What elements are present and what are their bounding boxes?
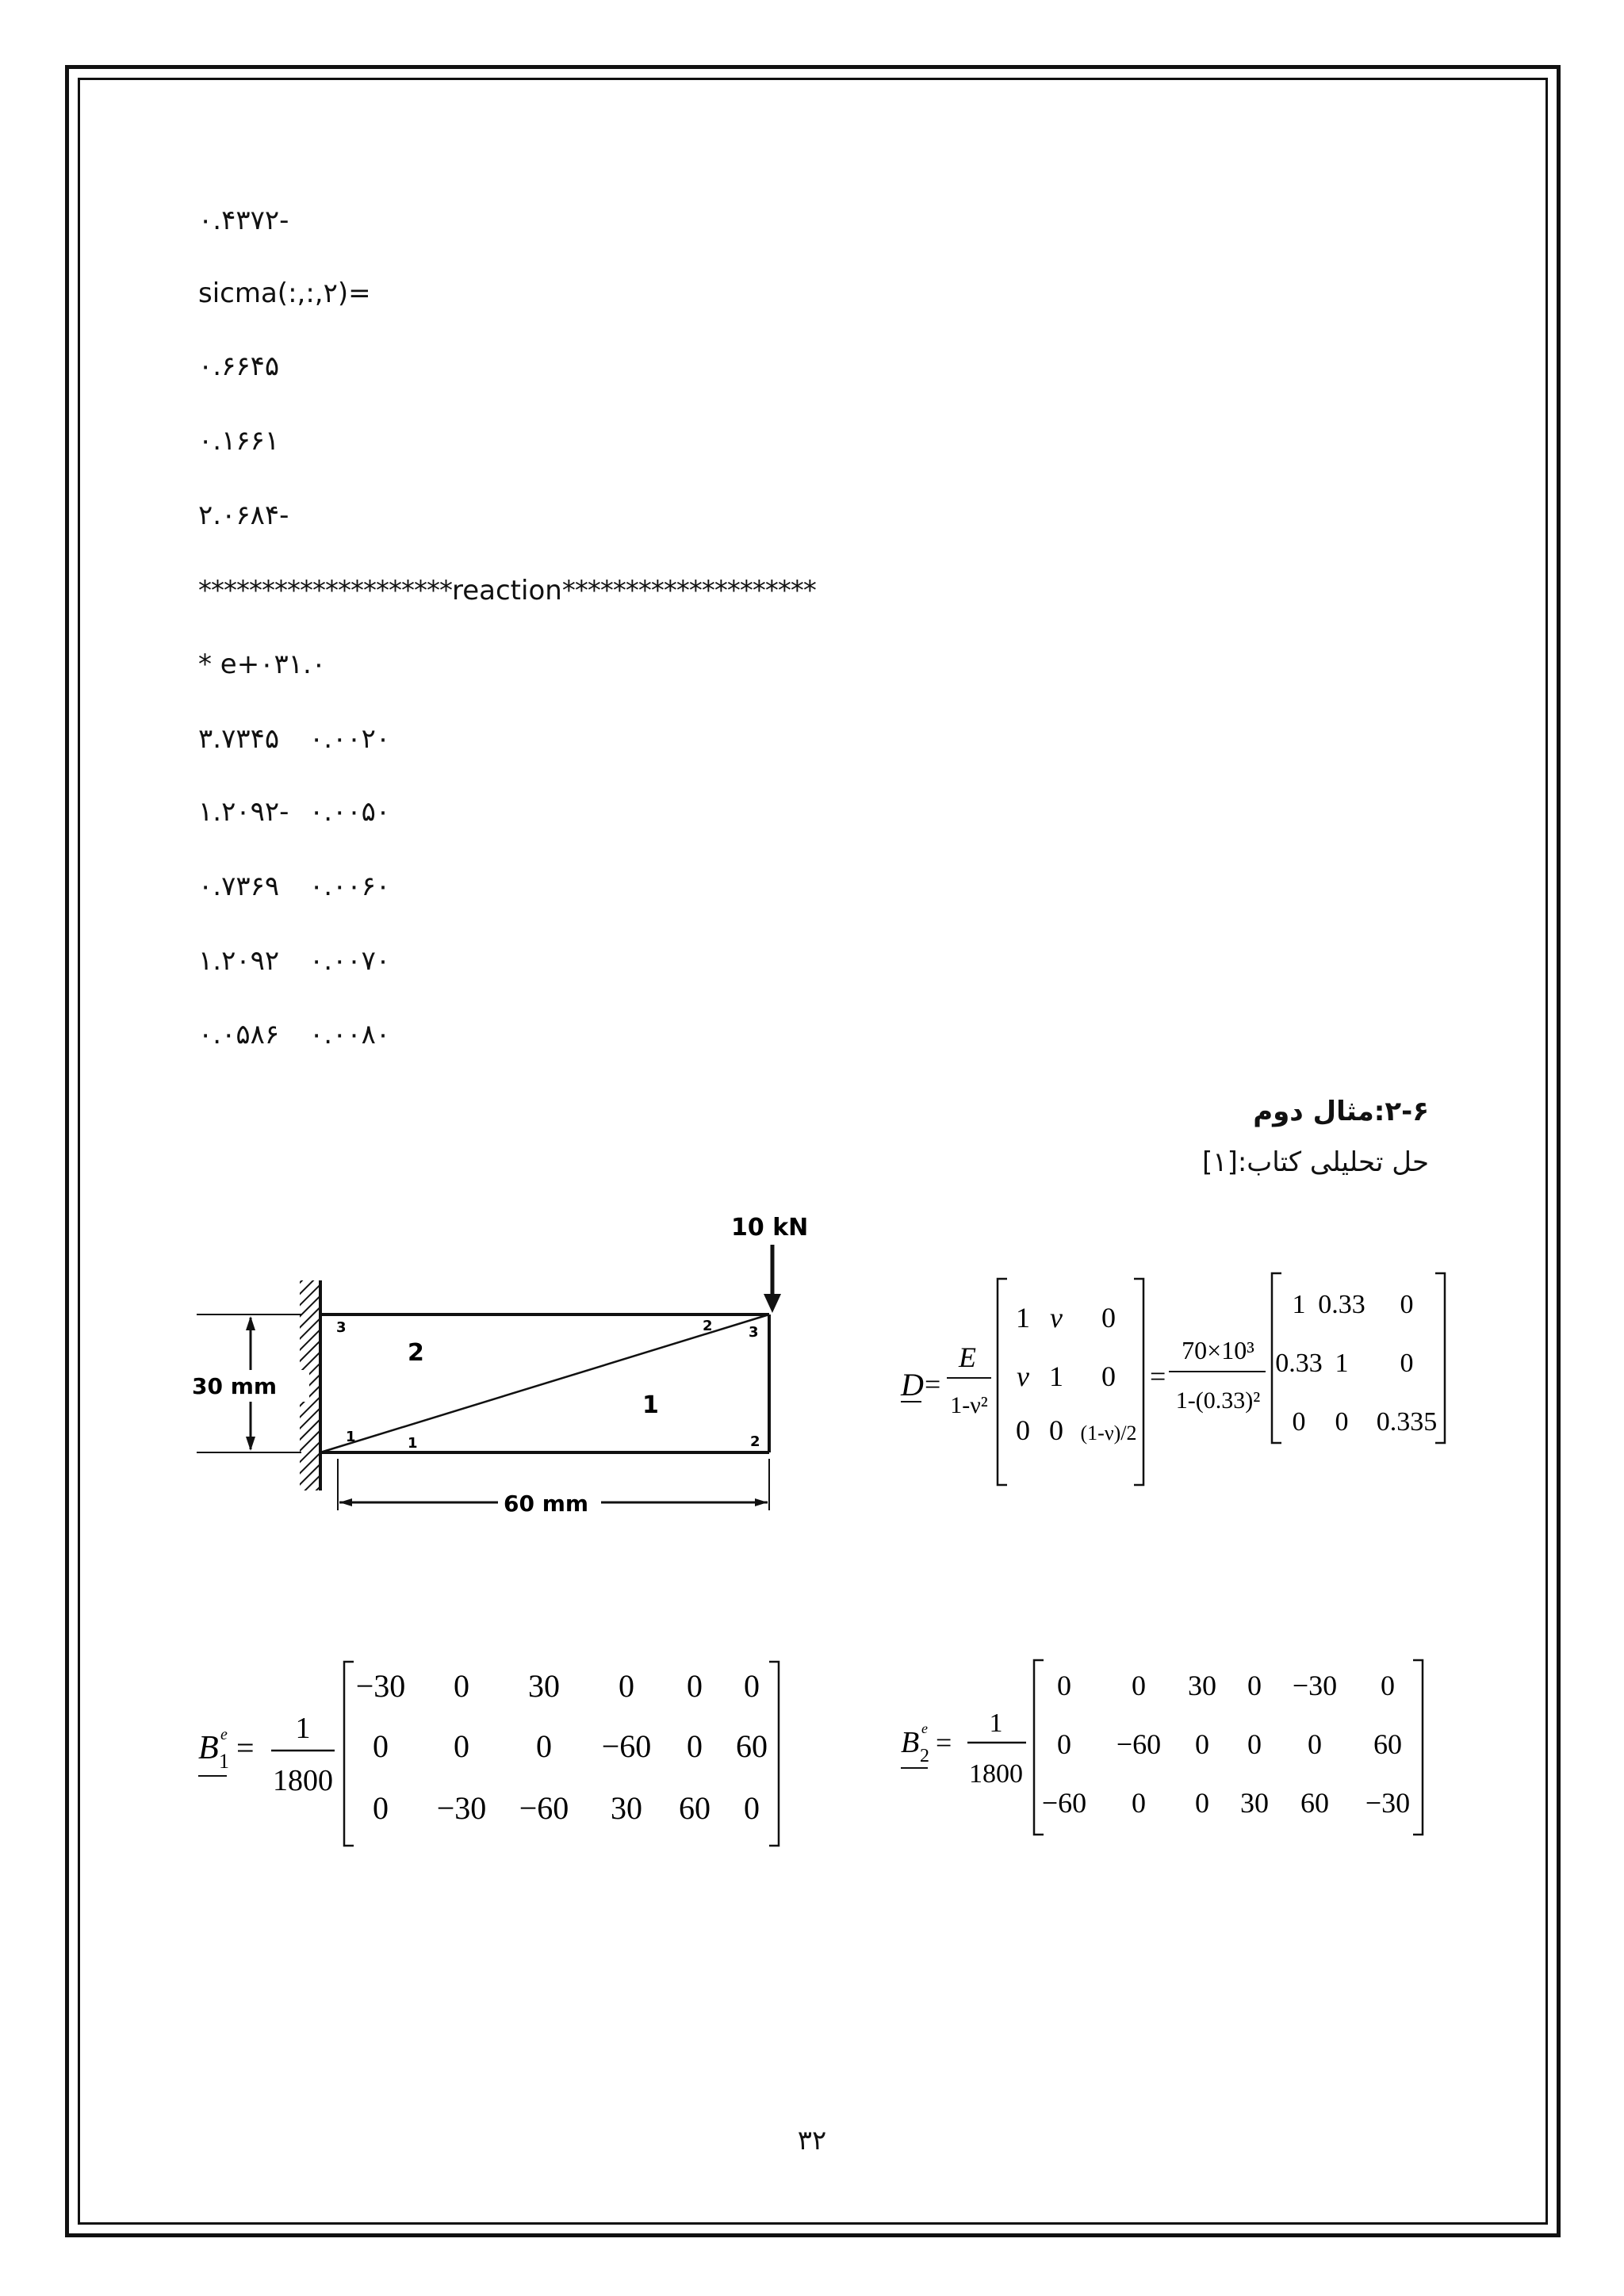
- b2-entry: 0: [1247, 1670, 1262, 1701]
- svg-text:=: =: [236, 1730, 255, 1766]
- d-num-entry: 0.33: [1275, 1349, 1323, 1378]
- b2-entry: 0: [1057, 1728, 1071, 1760]
- b2-entry: 30: [1188, 1670, 1216, 1701]
- d-frac-num: E: [959, 1341, 976, 1373]
- b1-subscript: 1: [219, 1750, 229, 1773]
- b1-entry: 0: [619, 1668, 634, 1704]
- reaction-dof: ۰.۰۰۶۰: [309, 871, 391, 902]
- b2-coeff-den: 1800: [969, 1759, 1023, 1789]
- d-sym-entry: 1: [1016, 1302, 1030, 1334]
- b2-entry: 0: [1132, 1787, 1146, 1819]
- b1-entry: −30: [436, 1790, 487, 1826]
- reaction-stars-left: ********************: [198, 575, 452, 607]
- b2-entry: −30: [1292, 1670, 1338, 1701]
- b1-entry: −60: [519, 1790, 569, 1826]
- b2-entry: 60: [1373, 1728, 1402, 1760]
- b1-entry: 60: [736, 1728, 768, 1764]
- reaction-dof: ۰.۰۰۸۰: [309, 1019, 391, 1050]
- cantilever-figure: [182, 1197, 833, 1538]
- reaction-dof: ۰.۰۰۷۰: [309, 945, 391, 977]
- svg-text:=: =: [925, 1368, 941, 1400]
- reaction-row: [198, 723, 390, 755]
- b2-entry: 60: [1300, 1787, 1329, 1819]
- output-line: ۰.۶۶۴۵: [198, 350, 280, 382]
- b2-coeff-num: 1: [989, 1709, 1003, 1738]
- d-sym-entry: ν: [1017, 1360, 1029, 1392]
- b1-entry: 0: [454, 1668, 469, 1704]
- d-num-entry: 0: [1335, 1407, 1349, 1437]
- b1-entry: 0: [687, 1728, 703, 1764]
- b1-coeff-den: 1800: [273, 1764, 333, 1797]
- b1-entry: 0: [744, 1668, 760, 1704]
- width-label: 60 mm: [504, 1490, 589, 1517]
- d-symbol: D: [901, 1367, 924, 1402]
- height-label: 30 mm: [192, 1373, 278, 1399]
- b1-entry: −30: [355, 1668, 406, 1704]
- b2-matrix-equation: [901, 1654, 1440, 1844]
- b2-entry: 0: [1308, 1728, 1322, 1760]
- d-num-entry: 0.33: [1318, 1290, 1365, 1319]
- reaction-label: reaction: [452, 575, 562, 607]
- b1-entry: 0: [454, 1728, 469, 1764]
- node-label: 3: [336, 1319, 347, 1336]
- b1-entry: −60: [601, 1728, 652, 1764]
- b2-entry: −60: [1116, 1728, 1162, 1760]
- b2-entry: 0: [1247, 1728, 1262, 1760]
- b1-coeff-num: 1: [295, 1712, 311, 1745]
- output-line: sicma(:,:,۲)=: [198, 277, 371, 309]
- reaction-row: [198, 796, 390, 828]
- b1-entry: 30: [611, 1790, 642, 1826]
- b2-entry: 0: [1132, 1670, 1146, 1701]
- b1-matrix-equation: [198, 1657, 801, 1855]
- reaction-value: ۰.۰۵۸۶: [198, 1019, 280, 1050]
- b2-subscript: 2: [920, 1746, 929, 1766]
- element-label: 1: [642, 1391, 659, 1419]
- b2-entry: 0: [1195, 1787, 1209, 1819]
- scale-line: * e+۰۳۱.۰: [198, 649, 327, 680]
- d-sym-entry: 0: [1049, 1414, 1063, 1446]
- b1-entry: 0: [536, 1728, 552, 1764]
- section-heading: ۲-۶:مثال دوم: [1253, 1096, 1429, 1127]
- node-label: 3: [749, 1324, 759, 1341]
- d-num-entry: 1: [1335, 1349, 1349, 1378]
- d-coeff-num: 70×10³: [1182, 1336, 1254, 1364]
- b1-symbol: B: [198, 1730, 219, 1766]
- d-num-entry: 1: [1292, 1290, 1306, 1319]
- node-label: 2: [703, 1318, 713, 1334]
- d-sym-entry: 1: [1049, 1360, 1063, 1392]
- reaction-row: [198, 871, 390, 902]
- reaction-value: ۳.۷۳۴۵: [198, 723, 280, 755]
- b1-entry: 0: [744, 1790, 760, 1826]
- b2-entry: 0: [1057, 1670, 1071, 1701]
- load-arrowhead: [764, 1294, 781, 1313]
- reaction-row: [198, 945, 390, 977]
- d-sym-entry: (1-ν)/2: [1080, 1422, 1137, 1445]
- page-number: ۳۲: [797, 2125, 827, 2156]
- b2-entry: 30: [1240, 1787, 1269, 1819]
- d-num-entry: 0: [1292, 1407, 1306, 1437]
- reaction-value: ۱.۲۰۹۲-: [198, 796, 289, 828]
- d-frac-den: 1-ν²: [950, 1392, 988, 1418]
- reaction-value: ۰.۷۳۶۹: [198, 871, 280, 902]
- element-label: 2: [408, 1339, 424, 1367]
- b1-entry: 60: [679, 1790, 710, 1826]
- b2-superscript: e: [921, 1720, 928, 1736]
- reaction-row: [198, 1019, 390, 1050]
- d-num-entry: 0.335: [1376, 1407, 1438, 1437]
- d-sym-entry: 0: [1016, 1414, 1030, 1446]
- d-sym-entry: ν: [1050, 1302, 1063, 1334]
- d-sym-entry: 0: [1101, 1360, 1116, 1392]
- plate-diagonal: [320, 1314, 769, 1452]
- output-line: ۰.۴۳۷۲-: [198, 205, 289, 236]
- d-matrix-equation: [896, 1267, 1451, 1489]
- d-num-entry: 0: [1400, 1349, 1414, 1378]
- b2-entry: 0: [1381, 1670, 1395, 1701]
- b1-entry: 0: [687, 1668, 703, 1704]
- svg-text:=: =: [1150, 1360, 1166, 1392]
- output-line: ۲.۰۶۸۴-: [198, 499, 289, 531]
- node-label: 2: [750, 1433, 760, 1450]
- reaction-stars-right: ********************: [561, 575, 816, 607]
- d-num-entry: 0: [1400, 1290, 1414, 1319]
- svg-text:=: =: [936, 1727, 952, 1758]
- b2-symbol: B: [901, 1726, 920, 1759]
- output-line: ۰.۱۶۶۱: [198, 425, 280, 457]
- section-subheading: حل تحلیلی کتاب:[۱]: [1202, 1146, 1429, 1178]
- b1-superscript: e: [220, 1726, 228, 1743]
- reaction-dof: ۰.۰۰۲۰: [309, 723, 391, 755]
- node-label: 1: [408, 1435, 418, 1452]
- b2-entry: −30: [1365, 1787, 1411, 1819]
- d-coeff-den: 1-(0.33)²: [1175, 1387, 1261, 1414]
- b2-entry: 0: [1195, 1728, 1209, 1760]
- reaction-value: ۱.۲۰۹۲: [198, 945, 280, 977]
- b1-entry: 0: [373, 1790, 389, 1826]
- reaction-header: [198, 575, 816, 607]
- reaction-dof: ۰.۰۰۵۰: [309, 796, 391, 828]
- d-sym-entry: 0: [1101, 1302, 1116, 1334]
- load-label: 10 kN: [731, 1214, 809, 1242]
- b2-entry: −60: [1041, 1787, 1087, 1819]
- b1-entry: 0: [373, 1728, 389, 1764]
- b1-entry: 30: [528, 1668, 560, 1704]
- node-label: 1: [346, 1429, 356, 1445]
